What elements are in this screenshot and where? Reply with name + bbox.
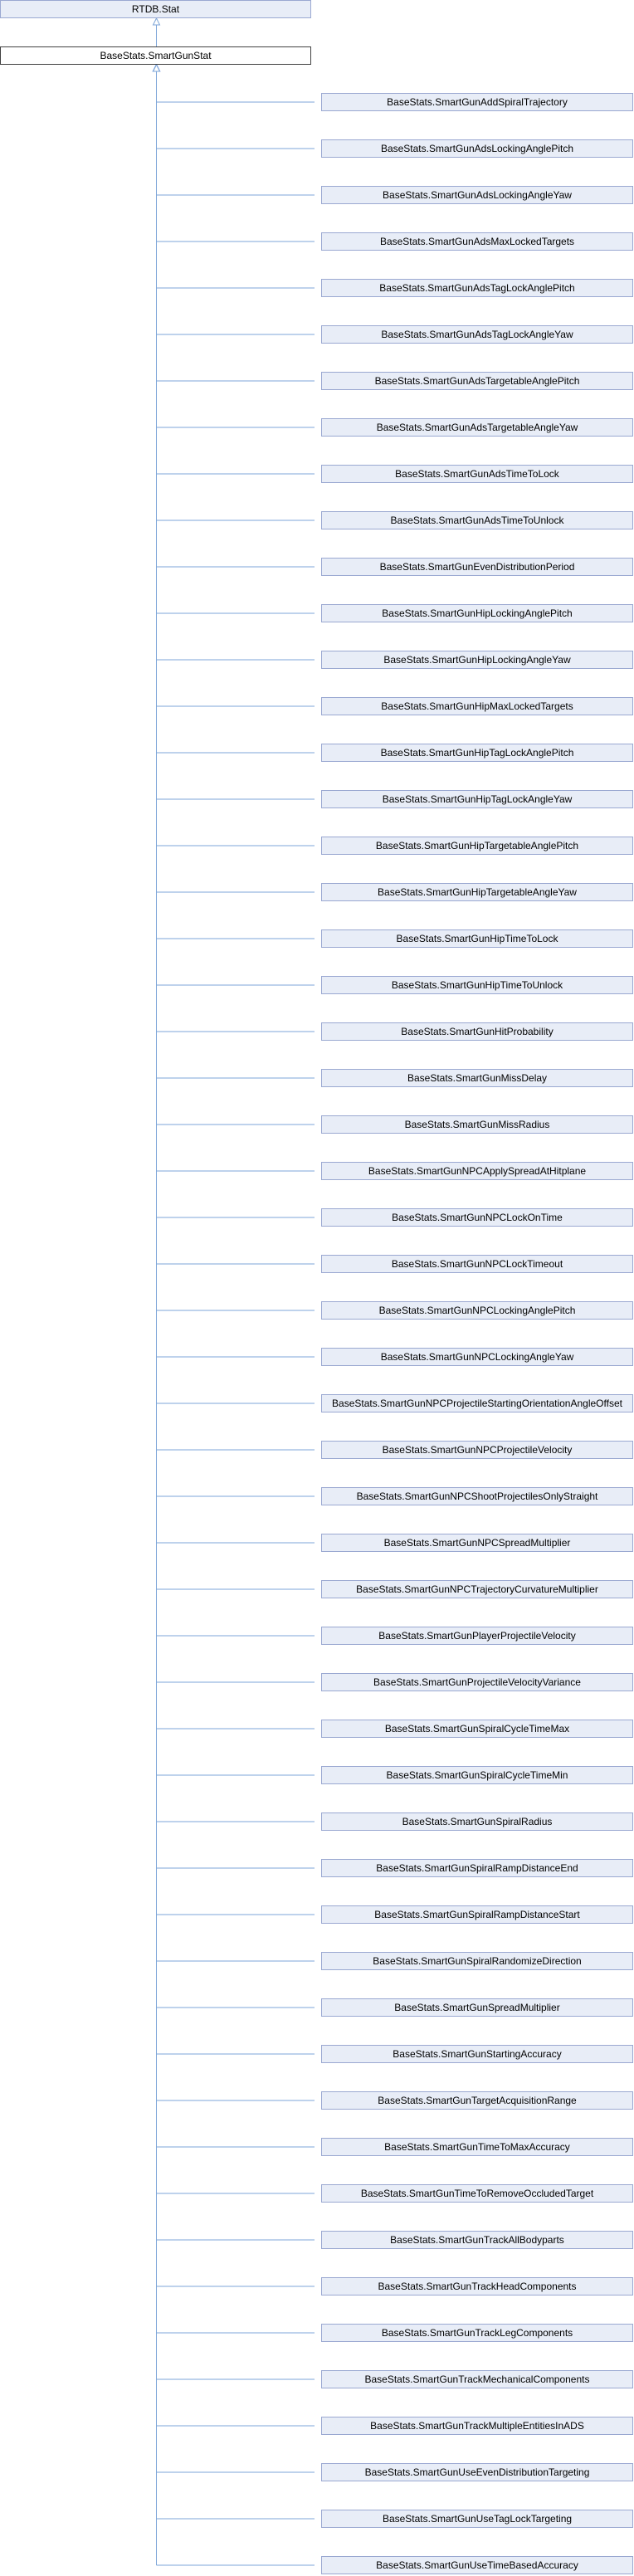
derived-class-node[interactable]: BaseStats.SmartGunSpiralRadius [321,1812,633,1831]
derived-class-node[interactable]: BaseStats.SmartGunTimeToRemoveOccludedTarget [321,2184,633,2203]
derived-class-node[interactable]: BaseStats.SmartGunSpiralRandomizeDirection [321,1952,633,1970]
derived-class-node[interactable]: BaseStats.SmartGunSpiralCycleTimeMin [321,1766,633,1784]
derived-class-node[interactable]: BaseStats.SmartGunAdsTimeToLock [321,465,633,483]
derived-class-node[interactable]: BaseStats.SmartGunHipTargetableAnglePitch [321,837,633,855]
derived-class-node[interactable]: BaseStats.SmartGunAddSpiralTrajectory [321,93,633,111]
derived-class-node[interactable]: BaseStats.SmartGunSpiralCycleTimeMax [321,1720,633,1738]
derived-class-node[interactable]: BaseStats.SmartGunUseTimeBasedAccuracy [321,2556,633,2574]
derived-class-node[interactable]: BaseStats.SmartGunUseTagLockTargeting [321,2510,633,2528]
derived-class-node[interactable]: BaseStats.SmartGunTrackAllBodyparts [321,2231,633,2249]
derived-class-node[interactable]: BaseStats.SmartGunSpiralRampDistanceEnd [321,1859,633,1877]
derived-class-node[interactable]: BaseStats.SmartGunTrackMechanicalComponents [321,2370,633,2388]
derived-class-node[interactable]: BaseStats.SmartGunNPCLockTimeout [321,1255,633,1273]
derived-class-node[interactable]: BaseStats.SmartGunTimeToMaxAccuracy [321,2138,633,2156]
derived-class-node[interactable]: BaseStats.SmartGunStartingAccuracy [321,2045,633,2063]
derived-class-node[interactable]: BaseStats.SmartGunNPCProjectileVelocity [321,1441,633,1459]
derived-class-node[interactable]: BaseStats.SmartGunTrackLegComponents [321,2324,633,2342]
derived-class-node[interactable]: BaseStats.SmartGunAdsLockingAngleYaw [321,186,633,204]
derived-class-node[interactable]: BaseStats.SmartGunHipTagLockAnglePitch [321,744,633,762]
derived-class-node[interactable]: BaseStats.SmartGunPlayerProjectileVelocity [321,1627,633,1645]
inheritance-arrowhead-base [154,18,160,25]
derived-class-node[interactable]: BaseStats.SmartGunAdsLockingAnglePitch [321,139,633,158]
derived-arrowhead [154,65,160,71]
derived-class-node[interactable]: BaseStats.SmartGunAdsTargetableAngleYaw [321,418,633,437]
derived-class-node[interactable]: BaseStats.SmartGunNPCLockOnTime [321,1208,633,1227]
derived-class-node[interactable]: BaseStats.SmartGunAdsTagLockAngleYaw [321,325,633,344]
derived-class-node[interactable]: BaseStats.SmartGunNPCLockingAnglePitch [321,1301,633,1320]
derived-class-node[interactable]: BaseStats.SmartGunAdsTimeToUnlock [321,511,633,529]
derived-class-node[interactable]: BaseStats.SmartGunAdsMaxLockedTargets [321,232,633,251]
derived-class-node[interactable]: BaseStats.SmartGunHipTagLockAngleYaw [321,790,633,808]
derived-class-node[interactable]: BaseStats.SmartGunEvenDistributionPeriod [321,558,633,576]
derived-class-node[interactable]: BaseStats.SmartGunMissRadius [321,1115,633,1134]
derived-class-node[interactable]: BaseStats.SmartGunHipLockingAnglePitch [321,604,633,622]
derived-class-node[interactable]: BaseStats.SmartGunNPCApplySpreadAtHitplane [321,1162,633,1180]
base-class-node[interactable]: RTDB.Stat [0,0,311,18]
derived-class-node[interactable]: BaseStats.SmartGunTrackMultipleEntitiesInADS [321,2417,633,2435]
derived-class-node[interactable]: BaseStats.SmartGunAdsTagLockAnglePitch [321,279,633,297]
derived-class-node[interactable]: BaseStats.SmartGunHipTimeToUnlock [321,976,633,994]
derived-class-node[interactable]: BaseStats.SmartGunHitProbability [321,1022,633,1041]
derived-class-node[interactable]: BaseStats.SmartGunMissDelay [321,1069,633,1087]
derived-class-node[interactable]: BaseStats.SmartGunUseEvenDistributionTargeting [321,2463,633,2481]
derived-class-node[interactable]: BaseStats.SmartGunNPCLockingAngleYaw [321,1348,633,1366]
derived-class-node[interactable]: BaseStats.SmartGunSpiralRampDistanceStart [321,1905,633,1924]
derived-class-node[interactable]: BaseStats.SmartGunNPCSpreadMultiplier [321,1534,633,1552]
derived-class-node[interactable]: BaseStats.SmartGunProjectileVelocityVariance [321,1673,633,1691]
current-class-node: BaseStats.SmartGunStat [0,46,311,65]
derived-class-node[interactable]: BaseStats.SmartGunNPCProjectileStartingOrientationAngleOffset [321,1394,633,1412]
derived-class-node[interactable]: BaseStats.SmartGunNPCShootProjectilesOnlyStraight [321,1487,633,1505]
derived-class-node[interactable]: BaseStats.SmartGunSpreadMultiplier [321,1998,633,2017]
derived-class-node[interactable]: BaseStats.SmartGunHipMaxLockedTargets [321,697,633,715]
derived-class-node[interactable]: BaseStats.SmartGunHipTargetableAngleYaw [321,883,633,901]
derived-class-node[interactable]: BaseStats.SmartGunAdsTargetableAnglePitch [321,372,633,390]
derived-class-node[interactable]: BaseStats.SmartGunTrackHeadComponents [321,2277,633,2295]
derived-class-node[interactable]: BaseStats.SmartGunHipTimeToLock [321,929,633,948]
derived-class-node[interactable]: BaseStats.SmartGunHipLockingAngleYaw [321,651,633,669]
derived-class-node[interactable]: BaseStats.SmartGunTargetAcquisitionRange [321,2091,633,2110]
derived-class-node[interactable]: BaseStats.SmartGunNPCTrajectoryCurvatureMultiplier [321,1580,633,1598]
